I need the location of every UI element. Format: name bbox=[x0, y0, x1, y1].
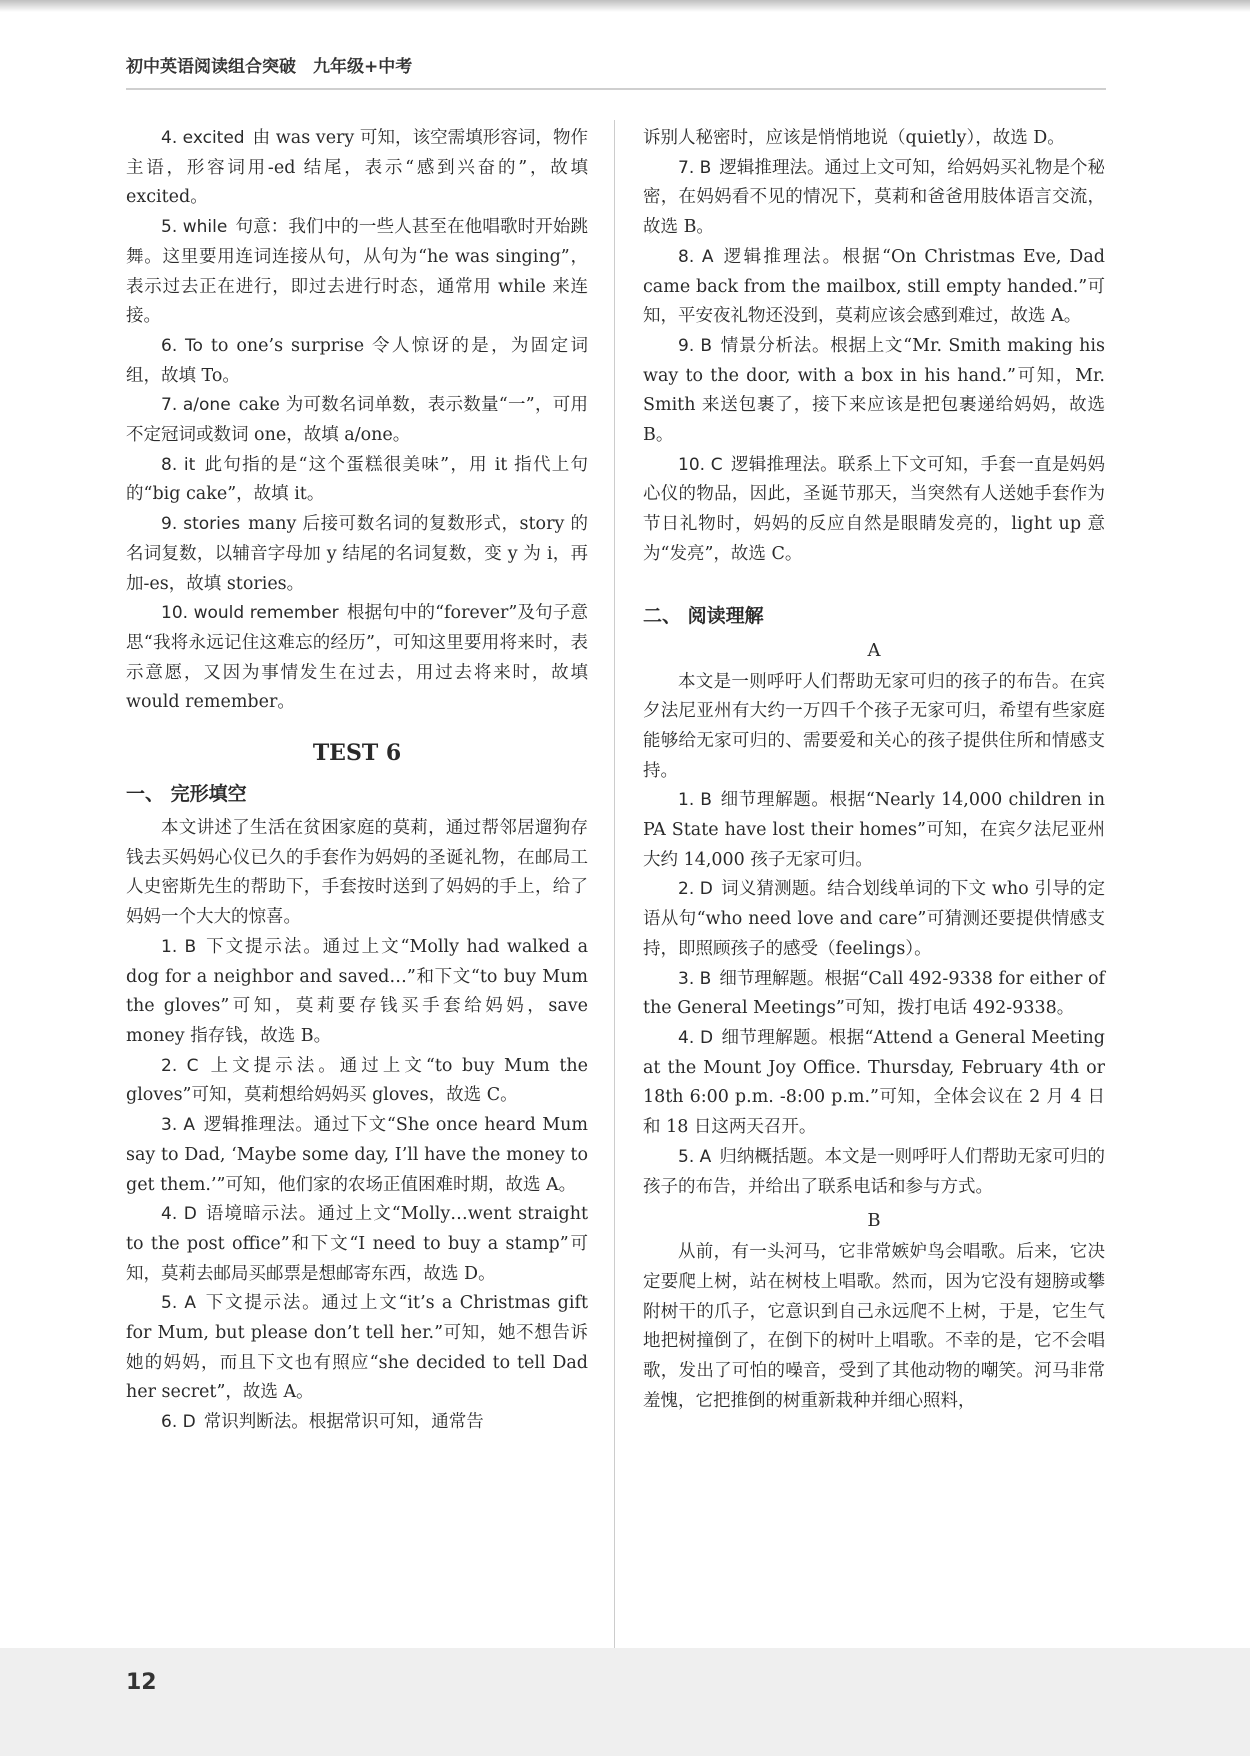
answer-key: 3. B bbox=[678, 968, 712, 989]
answer-key: 5. while bbox=[161, 217, 228, 238]
answer-explanation: 逻辑推理法。联系上下文可知，手套一直是妈妈心仪的物品，因此，圣诞节那天，当突然有人送她手套作为节日礼物时，妈妈的反应自然是眼睛发亮的，light up 意为“发亮”，故选 C。 bbox=[643, 454, 1105, 564]
cloze-item-7 bbox=[643, 154, 1105, 243]
passage-b-intro: 从前，有一头河马，它非常嫉妒鸟会唱歌。后来，它决定要爬上树，站在树枝上唱歌。然而，因为它没有翅膀或攀附树干的爪子，它意识到自己永远爬不上树，于是，它生气地把树撞倒了，在倒下的树叶上唱歌。不幸的是，它不会唱歌，发出了可怕的噪音，受到了其他动物的嘲笑。河马非常羞愧，它把推倒的树重新栽种并细心照料， bbox=[643, 1242, 1105, 1411]
section-title-reading: 二、 阅读理解 bbox=[643, 604, 764, 627]
cloze-item-1 bbox=[126, 933, 588, 1052]
cloze-item-3 bbox=[126, 1111, 588, 1200]
answer-explanation: many 后接可数名词的复数形式，story 的名词复数，以辅音字母加 y 结尾的名词复数，变 y 为 i，再加-es，故填 stories。 bbox=[126, 514, 588, 594]
answer-explanation: 逻辑推理法。根据“On Christmas Eve, Dad came back from the mailbox, still empty handed.”可知，平安夜礼物还没到，莫莉应该会感到难过，故选 A。 bbox=[643, 246, 1105, 327]
passage-label-b: B bbox=[867, 1210, 881, 1232]
cloze-item-2 bbox=[126, 1052, 588, 1111]
left-column bbox=[126, 124, 588, 1438]
answer-explanation: cake 为可数名词单数，表示数量“一”，可用不定冠词或数词 one，故填 a/one。 bbox=[126, 395, 588, 446]
answer-explanation: to one’s surprise 令人惊讶的是，为固定词组，故填 To。 bbox=[126, 335, 588, 386]
answer-key: 5. A bbox=[161, 1293, 197, 1314]
answer-key: 4. excited bbox=[161, 128, 245, 148]
top-edge-shadow bbox=[0, 0, 1250, 12]
reading-item-4 bbox=[643, 1024, 1105, 1143]
page-number: 12 bbox=[126, 1670, 157, 1695]
answer-key: 1. B bbox=[678, 790, 712, 811]
answer-key: 7. a/one bbox=[161, 395, 231, 416]
answer-explanation: 情景分析法。根据上文“Mr. Smith making his way to the door, with a box in his hand.”可知，Mr. Smith 来送包裹了，接下来应该是把包裹递给妈妈，故选 B。 bbox=[643, 335, 1105, 446]
answer-key: 8. it bbox=[161, 454, 196, 475]
answer-explanation: 逻辑推理法。通过上文可知，给妈妈买礼物是个秘密，在妈妈看不见的情况下，莫莉和爸爸用肢体语言交流，故选 B。 bbox=[643, 157, 1105, 238]
cloze-item-9 bbox=[643, 332, 1105, 451]
page-footer bbox=[0, 1648, 1250, 1756]
cloze-item-10 bbox=[643, 451, 1105, 570]
answer-key: 8. A bbox=[678, 246, 714, 267]
cloze-item-8 bbox=[643, 243, 1105, 332]
answer-item-6 bbox=[126, 332, 588, 391]
answer-explanation: 细节理解题。根据“Attend a General Meeting at the Mount Joy Office. Thursday, February 4th or 18th 6:00 p.m. -8:00 p.m.”可知，全体会议在 2 月 4 日和 18 日这两天召开。 bbox=[643, 1027, 1105, 1138]
passage-a-intro: 本文是一则呼吁人们帮助无家可归的孩子的布告。在宾夕法尼亚州有大约一万四千个孩子无家可归，希望有些家庭能够给无家可归的、需要爱和关心的孩子提供住所和情感支持。 bbox=[643, 671, 1105, 781]
answer-explanation: 根据句中的“forever”及句子意思“我将永远记住这难忘的经历”，可知这里要用将来时，表示意愿，又因为事情发生在过去，用过去将来时，故填 would remember。 bbox=[126, 603, 588, 713]
answer-item-7 bbox=[126, 391, 588, 450]
answer-item-5 bbox=[126, 213, 588, 332]
answer-explanation: 常识判断法。根据常识可知，通常告 bbox=[203, 1412, 484, 1433]
answer-explanation: 词义猜测题。结合划线单词的下文 who 引导的定语从句“who need love and care”可猜测还要提供情感支持，即照顾孩子的感受（feelings）。 bbox=[643, 879, 1105, 959]
answer-explanation: 归纳概括题。本文是一则呼吁人们帮助无家可归的孩子的布告，并给出了联系电话和参与方式。 bbox=[643, 1146, 1105, 1197]
reading-item-2 bbox=[643, 875, 1105, 964]
answer-explanation: 语境暗示法。通过上文“Molly…went straight to the post office”和下文“I need to buy a stamp”可知，莫莉去邮局买邮票是想邮寄东西，故选 D。 bbox=[126, 1204, 588, 1284]
cloze-item-6 bbox=[126, 1408, 588, 1438]
reading-item-1 bbox=[643, 786, 1105, 875]
answer-explanation: 句意：我们中的一些人甚至在他唱歌时开始跳舞。这里要用连词连接从句，从句为“he was singing”，表示过去正在进行，即过去进行时态，通常用 while 来连接。 bbox=[126, 217, 588, 327]
answer-key: 4. D bbox=[161, 1204, 197, 1225]
test-title: TEST 6 bbox=[312, 740, 402, 767]
page-header bbox=[126, 52, 1106, 90]
answer-explanation: 下文提示法。通过上文“Molly had walked a dog for a neighbor and saved…”和下文“to buy Mum the gloves”可知，莫莉要存钱买手套给妈妈，save money 指存钱，故选 B。 bbox=[126, 936, 588, 1046]
answer-key: 2. D bbox=[678, 879, 713, 900]
answer-key: 10. would remember bbox=[161, 603, 339, 624]
answer-key: 3. A bbox=[161, 1115, 196, 1136]
cloze-intro: 本文讲述了生活在贫困家庭的莫莉，通过帮邻居遛狗存钱去买妈妈心仪已久的手套作为妈妈的圣诞礼物，在邮局工人史密斯先生的帮助下，手套按时送到了妈妈的手上，给了妈妈一个大大的惊喜。 bbox=[126, 818, 588, 928]
answer-key: 4. D bbox=[678, 1027, 714, 1048]
passage-label-a: A bbox=[867, 639, 881, 661]
answer-key: 7. B bbox=[678, 157, 712, 178]
answer-explanation: 下文提示法。通过上文“it’s a Christmas gift for Mum, but please don’t tell her.”可知，她不想告诉她的妈妈，而且下文也有照应“she decided to tell Dad her secret”，故选 A。 bbox=[126, 1293, 588, 1403]
answer-key: 6. D bbox=[161, 1412, 196, 1433]
answer-key: 9. B bbox=[678, 335, 713, 356]
answer-explanation: 细节理解题。根据“Nearly 14,000 children in PA State have lost their homes”可知，在宾夕法尼亚州大约 14,000 孩子无家可归。 bbox=[643, 790, 1105, 870]
reading-item-5 bbox=[643, 1143, 1105, 1202]
answer-key: 5. A bbox=[678, 1146, 712, 1167]
right-column bbox=[643, 124, 1105, 1416]
answer-explanation: 细节理解题。根据“Call 492-9338 for either of the General Meetings”可知，拨打电话 492-9338。 bbox=[643, 968, 1105, 1019]
answer-explanation: 逻辑推理法。通过下文“She once heard Mum say to Dad, ‘Maybe some day, I’ll have the money to get them.’”可知，他们家的农场正值困难时期，故选 A。 bbox=[126, 1115, 588, 1195]
cloze-item-4 bbox=[126, 1200, 588, 1289]
answer-key: 6. To bbox=[161, 335, 203, 356]
answer-item-9 bbox=[126, 510, 588, 599]
answer-key: 2. C bbox=[161, 1055, 199, 1076]
answer-explanation: 由 was very 可知，该空需填形容词，物作主语，形容词用-ed 结尾，表示“感到兴奋的”，故填 excited。 bbox=[126, 128, 589, 208]
answer-key: 9. stories bbox=[161, 514, 241, 535]
book-title: 初中英语阅读组合突破 九年级+中考 bbox=[126, 57, 413, 77]
answer-key: 10. C bbox=[678, 454, 723, 475]
answer-key: 1. B bbox=[161, 936, 197, 957]
column-divider bbox=[614, 120, 615, 1648]
answer-item-4 bbox=[126, 124, 588, 213]
cloze-item-5 bbox=[126, 1289, 588, 1408]
answer-explanation: 上文提示法。通过上文“to buy Mum the gloves”可知，莫莉想给妈妈买 gloves，故选 C。 bbox=[126, 1055, 588, 1106]
section-title-cloze: 一、 完形填空 bbox=[126, 783, 247, 806]
continued-text: 诉别人秘密时，应该是悄悄地说（quietly），故选 D。 bbox=[643, 128, 1065, 148]
answer-item-8 bbox=[126, 451, 588, 510]
reading-item-3 bbox=[643, 965, 1105, 1024]
answer-item-10 bbox=[126, 599, 588, 718]
answer-explanation: 此句指的是“这个蛋糕很美味”，用 it 指代上句的“big cake”，故填 it。 bbox=[126, 454, 588, 505]
